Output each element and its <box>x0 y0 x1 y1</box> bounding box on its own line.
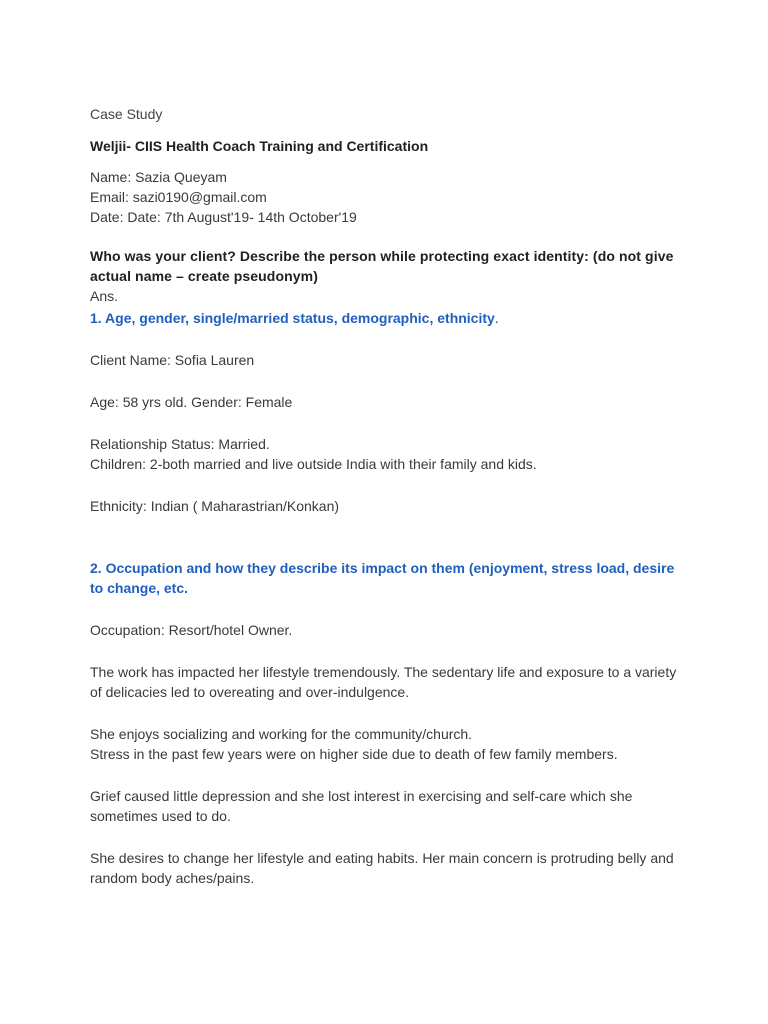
question-text: Who was your client? Describe the person while protecting exact identity: (do not give actual name – create pseudonym) <box>90 248 674 284</box>
children-line: Children: 2-both married and live outside India with their family and kids. <box>90 456 537 472</box>
name-line: Name: Sazia Queyam <box>90 169 227 185</box>
paragraph-work-impact: The work has impacted her lifestyle tremendously. The sedentary life and exposure to a variety of delicacies led to overeating and over-indulgence. <box>90 664 677 700</box>
occupation-line: Occupation: Resort/hotel Owner. <box>90 622 293 638</box>
section2-heading: 2. Occupation and how they describe its impact on them (enjoyment, stress load, desire to change, etc. <box>90 560 675 596</box>
relationship-line: Relationship Status: Married. <box>90 436 270 452</box>
section1-heading-line <box>90 308 690 328</box>
paragraph-stress: Stress in the past few years were on higher side due to death of few family members. <box>90 746 618 762</box>
client-name-line: Client Name: Sofia Lauren <box>90 352 255 368</box>
section1-heading-suffix: . <box>494 310 499 326</box>
date-line: Date: Date: 7th August'19- 14th October'19 <box>90 209 357 225</box>
paragraph-grief: Grief caused little depression and she lost interest in exercising and self-care which she sometimes used to do. <box>90 788 633 824</box>
email-line: Email: sazi0190@gmail.com <box>90 189 267 205</box>
paragraph-desire-change: She desires to change her lifestyle and eating habits. Her main concern is protruding belly and random body aches/pains. <box>90 850 674 886</box>
ans-label: Ans. <box>90 288 119 304</box>
paragraph-socializing: She enjoys socializing and working for the community/church. <box>90 726 473 742</box>
section1-heading: 1. Age, gender, single/married status, demographic, ethnicity <box>90 310 495 326</box>
document-page <box>90 104 690 888</box>
ethnicity-line: Ethnicity: Indian ( Maharastrian/Konkan) <box>90 498 340 514</box>
document-label: Case Study <box>90 106 163 122</box>
age-gender-line: Age: 58 yrs old. Gender: Female <box>90 394 293 410</box>
document-title: Weljii- CIIS Health Coach Training and Certification <box>90 138 429 154</box>
